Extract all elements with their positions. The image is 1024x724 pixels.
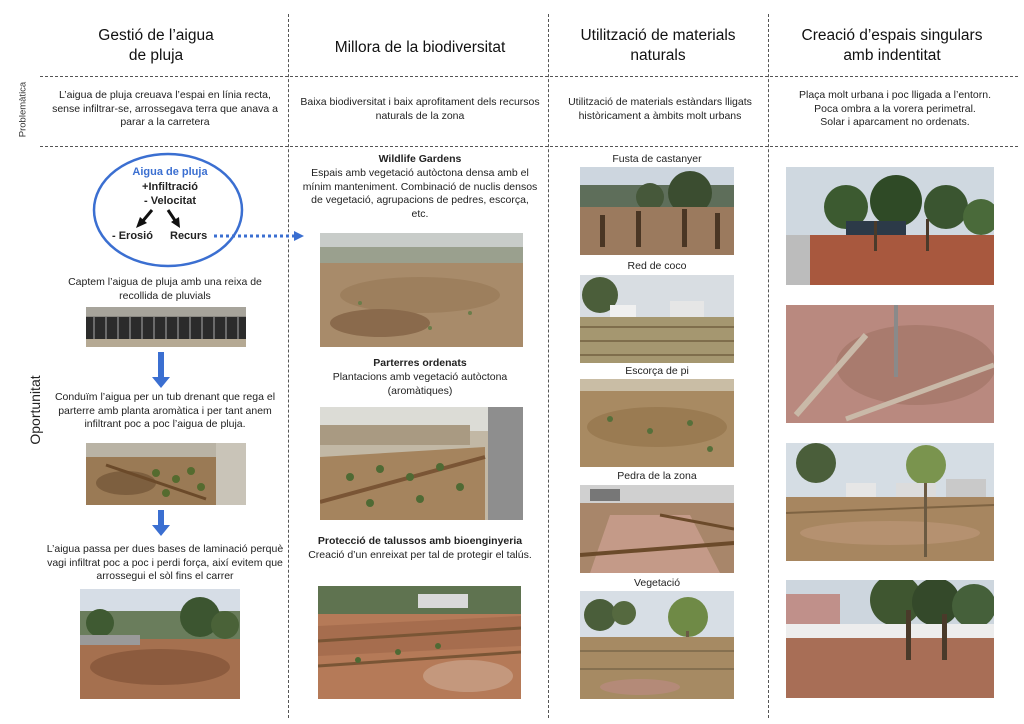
col2-s2-title: Parterres ordenats: [373, 357, 467, 369]
col1-text2: Conduïm l’aigua per un tub drenant que rega el parterre amb planta aromàtica i per tant anem infiltrant poc a poc l’aigua de pluja.: [54, 391, 276, 430]
photo-vegetation: [580, 591, 734, 699]
diagram-left: - Erosió: [112, 230, 153, 242]
photo-ordered-beds: [320, 407, 523, 520]
caption-chestnut-wood: Fusta de castanyer: [612, 153, 702, 165]
diagram-right: Recurs: [170, 230, 208, 242]
photo-drain-grate: [86, 307, 246, 347]
photo-lamination-basins: [80, 589, 240, 699]
row-label-oportunitat: Oportunitat: [27, 375, 43, 445]
diagram-line1: +Infiltració: [142, 181, 198, 193]
caption-vegetation: Vegetació: [633, 577, 681, 589]
header-col3: Utilització de materials naturals: [580, 27, 736, 64]
flow-arrow-1: [158, 352, 164, 378]
photo-wildlife-garden: [320, 233, 523, 347]
flow-arrow-2: [158, 510, 164, 526]
caption-pine-bark: Escorça de pi: [625, 365, 689, 377]
col2-s3-title: Protecció de talussos amb bioenginyeria: [317, 535, 523, 547]
problem-col4: Plaça molt urbana i poc lligada a l’entorn. Poca ombra a la vorera perimetral. Solar i aparcament no ordenats.: [798, 89, 992, 128]
photo-tree-parking: [786, 443, 994, 561]
col2-s1-title: Wildlife Gardens: [378, 153, 462, 165]
photo-plaza-trees: [786, 167, 994, 285]
col1-text1: Captem l’aigua de pluja amb una reixa de recollida de pluvials: [68, 276, 262, 302]
photo-shaded-sidewalk: [786, 580, 994, 698]
photo-bioengineering-slope: [318, 586, 521, 699]
photo-coconut-net: [580, 275, 734, 363]
photo-pine-bark: [580, 379, 734, 467]
dotted-arrow-head: [294, 231, 304, 241]
photo-chestnut-wood: [580, 167, 734, 255]
col2-s3-text: Creació d’un enreixat per tal de protegir el talús.: [308, 549, 532, 561]
diagram-line2: - Velocitat: [144, 195, 196, 207]
problem-col2: Baixa biodiversitat i baix aprofitament dels recursos naturals de la zona: [300, 96, 540, 122]
problem-col1: L’aigua de pluja creuava l’espai en línia recta, sense infiltrar-se, arrossegava terra que anava a parar a la carretera: [52, 89, 278, 128]
col2-s1-text: Espais amb vegetació autòctona densa amb el mínim manteniment. Combinació de nuclis densos de vegetació, agrupacions de pedres, escorça, etc.: [302, 167, 538, 220]
header-col1: Gestió de l’aigua de pluja: [98, 27, 214, 64]
problem-col3: Utilització de materials estàndars lligats històricament a àmbits molt urbans: [568, 96, 752, 122]
row-label-problematica: Problemàtica: [17, 81, 29, 138]
caption-local-stone: Pedra de la zona: [617, 470, 697, 482]
diagram-title: Aigua de pluja: [132, 166, 208, 178]
photo-local-stone: [580, 485, 734, 573]
col2-s2-text: Plantacions amb vegetació autòctona (aromàtiques): [332, 371, 508, 397]
col1-text3: L’aigua passa per dues bases de laminació perquè vagi infiltrat poc a poc i perdi força, així evitem que arrossegui el sòl fins el carrer: [46, 543, 284, 582]
header-col4: Creació d’espais singulars amb indentitat: [801, 27, 983, 64]
caption-coconut-net: Red de coco: [627, 260, 687, 272]
photo-aromatic-bed: [86, 443, 246, 505]
photo-mulch-ground: [786, 305, 994, 423]
header-col2: Millora de la biodiversitat: [334, 39, 506, 56]
